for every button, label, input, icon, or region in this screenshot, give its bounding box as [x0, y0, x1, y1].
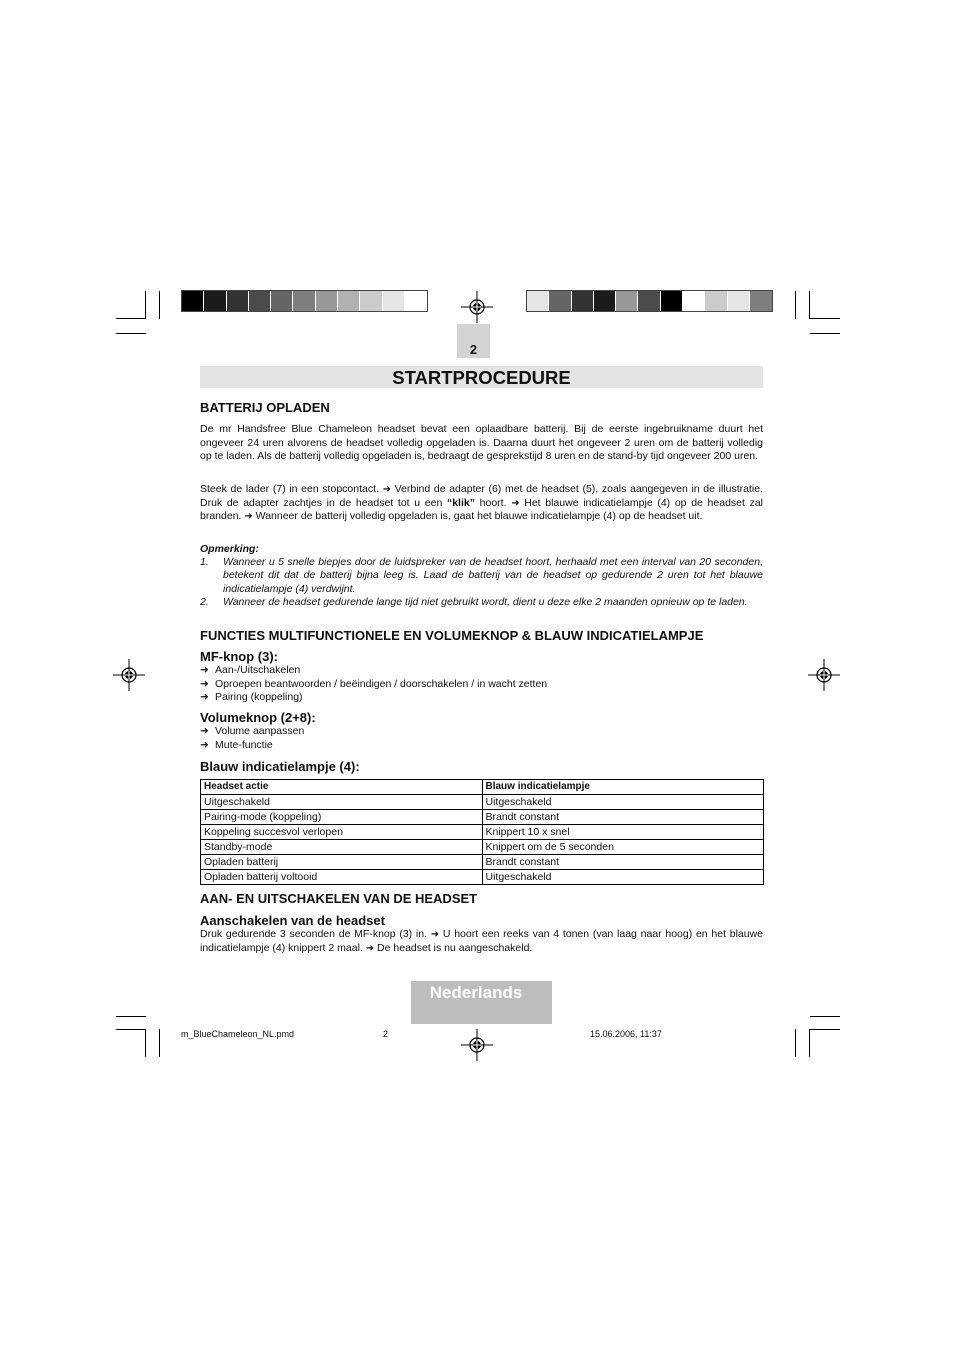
note-item: 1. Wanneer u 5 snelle biepjes door de luidspreker van de headset hoort, herhaald met een interval van 20 seconden, betekent dit dat de batterij bijna leeg is. Laad de batterij van de headset op gedurende 2 uren tot het blauwe indicatielampje (4) verdwijnt.	[200, 556, 763, 595]
color-swatch	[360, 291, 382, 311]
table-cell: Opladen batterij voltooid	[201, 870, 483, 885]
footer-filename: m_BlueChameleon_NL.pmd	[181, 1029, 295, 1039]
arrow-icon: ➜	[365, 942, 375, 954]
registration-mark-icon	[808, 659, 840, 691]
section-heading-battery: BATTERIJ OPLADEN	[200, 400, 330, 415]
crop-mark	[810, 1016, 840, 1017]
note-label: Opmerking:	[200, 543, 259, 555]
crop-mark	[145, 1029, 146, 1057]
color-bar-left	[181, 290, 428, 312]
color-swatch	[728, 291, 750, 311]
crop-mark	[810, 333, 840, 334]
crop-mark	[145, 291, 146, 319]
crop-mark	[159, 1029, 160, 1057]
color-swatch	[249, 291, 271, 311]
color-swatch	[182, 291, 204, 311]
section-heading-power: AAN- EN UITSCHAKELEN VAN DE HEADSET	[200, 891, 478, 906]
table-cell: Koppeling succesvol verlopen	[201, 825, 483, 840]
registration-mark-icon	[461, 1029, 493, 1061]
color-swatch	[572, 291, 594, 311]
crop-mark	[795, 291, 796, 319]
table-cell: Uitgeschakeld	[482, 870, 764, 885]
color-bar-right	[526, 290, 773, 312]
arrow-icon: ➜	[200, 664, 209, 676]
table-cell: Standby-mode	[201, 840, 483, 855]
table-cell: Knippert 10 x snel	[482, 825, 764, 840]
list-item: ➜ Pairing (koppeling)	[200, 691, 303, 703]
crop-mark	[116, 333, 146, 334]
table-row	[201, 795, 764, 810]
language-label: Nederlands	[429, 983, 523, 1002]
page-number: 2	[469, 342, 478, 357]
list-item: ➜ Oproepen beantwoorden / beëindigen / doorschakelen / in wacht zetten	[200, 678, 548, 690]
registration-mark-icon	[113, 659, 145, 691]
indicator-heading: Blauw indicatielampje (4):	[200, 759, 360, 774]
arrow-icon: ➜	[200, 691, 209, 703]
table-cell: Uitgeschakeld	[482, 795, 764, 810]
table-row	[201, 870, 764, 885]
color-swatch	[527, 291, 549, 311]
table-cell: Brandt constant	[482, 855, 764, 870]
crop-mark	[116, 1016, 146, 1017]
color-swatch	[661, 291, 683, 311]
table-row	[201, 810, 764, 825]
indicator-table	[200, 779, 764, 885]
color-swatch	[705, 291, 727, 311]
table-cell: Knippert om de 5 seconden	[482, 840, 764, 855]
color-swatch	[683, 291, 705, 311]
list-item: ➜ Mute-functie	[200, 739, 273, 751]
color-swatch	[549, 291, 571, 311]
registration-mark-icon	[461, 291, 493, 323]
color-swatch	[227, 291, 249, 311]
battery-paragraph-2: Steek de lader (7) in een stopcontact. ➜ Verbind de adapter (6) met de headset (5), zoals aangegeven in de illustratie. Druk de adapter zachtjes in de headset tot u een “klik” hoort. ➜ Het blauwe indicatielampje (4) op de headset zal branden. ➜ Wanneer de batterij volledig opgeladen is, gaat het blauwe indicatielampje (4) op de headset uit.	[200, 483, 764, 522]
arrow-icon: ➜	[430, 929, 440, 940]
arrow-icon: ➜	[200, 739, 209, 751]
crop-mark	[159, 291, 160, 319]
crop-mark	[795, 1029, 796, 1057]
arrow-icon: ➜	[244, 511, 253, 522]
crop-mark	[116, 1029, 146, 1030]
color-swatch	[405, 291, 427, 311]
footer-datetime: 15.06.2006, 11:37	[590, 1029, 662, 1039]
table-header: Headset actie	[201, 780, 483, 795]
volumeknop-heading: Volumeknop (2+8):	[200, 710, 316, 725]
power-on-heading: Aanschakelen van de headset	[200, 913, 385, 928]
crop-mark	[809, 1029, 810, 1057]
footer-page: 2	[383, 1029, 389, 1039]
battery-paragraph-1: De mr Handsfree Blue Chameleon headset bevat een oplaadbare batterij. Bij de eerste ingebruikname duurt het ongeveer 24 uren alvorens de headset volledig opgeladen is. Daarna duurt het ongeveer 2 uren om de batterij volledig op te laden. Als de batterij volledig opgeladen is, bedraagt de gesprekstijd 8 uren en de stand-by tijd ongeveer 200 uren.	[200, 423, 763, 462]
color-swatch	[638, 291, 660, 311]
table-row	[201, 840, 764, 855]
mf-knop-heading: MF-knop (3):	[200, 649, 278, 664]
arrow-icon: ➜	[511, 497, 520, 509]
power-on-paragraph: Druk gedurende 3 seconden de MF-knop (3) in. ➜ U hoort een reeks van 4 tonen (van laag naar hoog) en het blauwe indicatielampje (4) knippert 2 maal. ➜ De headset is nu aangeschakeld.	[200, 928, 764, 954]
arrow-icon: ➜	[200, 725, 209, 737]
color-swatch	[750, 291, 772, 311]
note-item: 2. Wanneer de headset gedurende lange tijd niet gebruikt wordt, dient u deze elke 2 maanden opnieuw op te laden.	[200, 596, 748, 608]
table-cell: Opladen batterij	[201, 855, 483, 870]
color-swatch	[383, 291, 405, 311]
color-swatch	[316, 291, 338, 311]
color-swatch	[616, 291, 638, 311]
color-swatch	[204, 291, 226, 311]
table-row	[201, 825, 764, 840]
color-swatch	[293, 291, 315, 311]
crop-mark	[116, 318, 146, 319]
table-cell: Brandt constant	[482, 810, 764, 825]
arrow-icon: ➜	[200, 678, 209, 690]
table-row	[201, 855, 764, 870]
table-cell: Uitgeschakeld	[201, 795, 483, 810]
color-swatch	[338, 291, 360, 311]
color-swatch	[594, 291, 616, 311]
list-item: ➜ Volume aanpassen	[200, 725, 305, 737]
crop-mark	[809, 291, 810, 319]
table-header-row	[201, 780, 764, 795]
table-cell: Pairing-mode (koppeling)	[201, 810, 483, 825]
arrow-icon: ➜	[382, 484, 391, 495]
section-heading-functions: FUNCTIES MULTIFUNCTIONELE EN VOLUMEKNOP & BLAUW INDICATIELAMPJE	[200, 628, 704, 643]
list-item: ➜ Aan-/Uitschakelen	[200, 664, 301, 676]
table-header: Blauw indicatielampje	[482, 780, 764, 795]
crop-mark	[810, 1029, 840, 1030]
crop-mark	[810, 318, 840, 319]
color-swatch	[271, 291, 293, 311]
page-title: STARTPROCEDURE	[392, 367, 571, 388]
